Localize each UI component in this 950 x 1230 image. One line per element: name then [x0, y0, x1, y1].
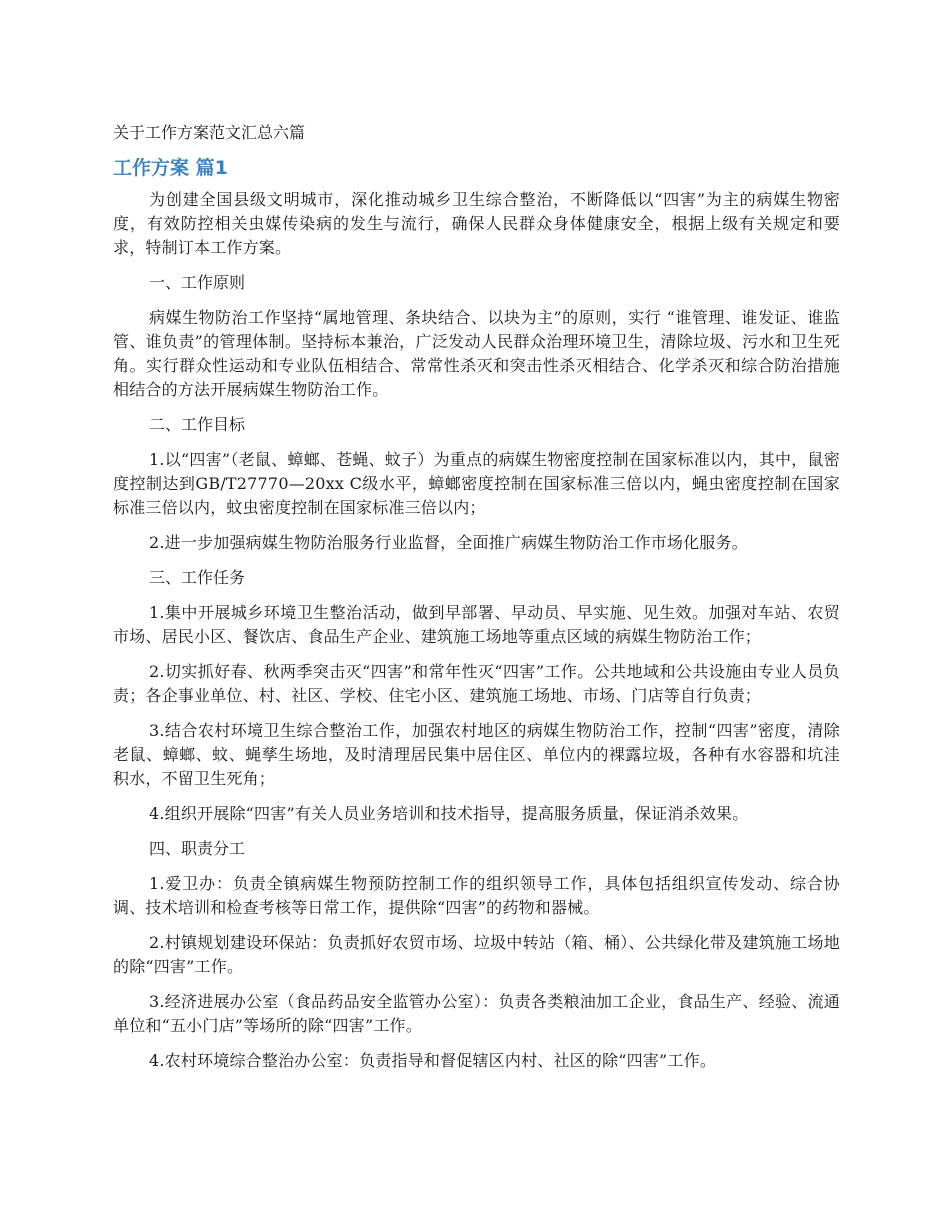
task-item-4: 4.组织开展除“四害”有关人员业务培训和技术指导，提高服务质量，保证消杀效果。: [149, 804, 749, 823]
document-page: [113, 120, 840, 1084]
duty-item-2: 2.村镇规划建设环保站：负责抓好农贸市场、垃圾中转站（箱、桶）、公共绿化带及建筑施工场地的除“四害”工作。: [113, 933, 840, 976]
task-item-1: 1.集中开展城乡环境卫生整治活动，做到早部署、早动员、早实施、见生效。加强对车站、农贸市场、居民小区、餐饮店、食品生产企业、建筑施工场地等重点区域的病媒生物防治工作；: [113, 603, 840, 646]
intro-paragraph: 为创建全国县级文明城市，深化推动城乡卫生综合整治，不断降低以“四害”为主的病媒生物密度，有效防控相关虫媒传染病的发生与流行，确保人民群众身体健康安全，根据上级有关规定和要求，特制订本工作方案。: [113, 190, 840, 257]
goal-item-1: 1.以“四害”（老鼠、蟑螂、苍蝇、蚊子）为重点的病媒生物密度控制在国家标准以内，其中，鼠密度控制达到GB/T27770—20xx C级水平，蟑螂密度控制在国家标准三倍以内，蝇虫密度控制在国家标准三倍以内，蚊虫密度控制在国家标准三倍以内；: [113, 450, 840, 517]
task-item-3: 3.结合农村环境卫生综合整治工作，加强农村地区的病媒生物防治工作，控制“四害”密度，清除老鼠、蟑螂、蚊、蝇孳生场地，及时清理居民集中居住区、单位内的裸露垃圾，各种有水容器和坑洼积水，不留卫生死角；: [113, 721, 840, 788]
duty-item-3: 3.经济进展办公室（食品药品安全监管办公室）：负责各类粮油加工企业，食品生产、经验、流通单位和“五小门店”等场所的除“四害”工作。: [113, 992, 840, 1035]
task-item-2: 2.切实抓好春、秋两季突击灭“四害”和常年性灭“四害”工作。公共地域和公共设施由专业人员负责；各企事业单位、村、社区、学校、住宅小区、建筑施工场地、市场、门店等自行负责；: [113, 662, 840, 705]
subheading-principles: 一、工作原则: [149, 273, 246, 292]
subheading-goals: 二、工作目标: [149, 415, 246, 434]
section-heading: 工作方案 篇1: [113, 157, 228, 179]
subheading-duties: 四、职责分工: [149, 839, 246, 858]
duty-item-1: 1.爱卫办：负责全镇病媒生物预防控制工作的组织领导工作，具体包括组织宣传发动、综合协调、技术培训和检查考核等日常工作，提供除“四害”的药物和器械。: [113, 874, 840, 917]
principles-paragraph: 病媒生物防治工作坚持“属地管理、条块结合、以块为主”的原则，实行 “谁管理、谁发证、谁监管、谁负责”的管理体制。坚持标本兼治，广泛发动人民群众治理环境卫生，清除垃圾、污水和卫生死角。实行群众性运动和专业队伍相结合、常常性杀灭和突击性杀灭相结合、化学杀灭和综合防治措施相结合的方法开展病媒生物防治工作。: [113, 308, 840, 399]
document-title: 关于工作方案范文汇总六篇: [113, 123, 306, 142]
goal-item-2: 2.进一步加强病媒生物防治服务行业监督，全面推广病媒生物防治工作市场化服务。: [149, 533, 748, 552]
duty-item-4: 4.农村环境综合整治办公室：负责指导和督促辖区内村、社区的除“四害”工作。: [149, 1051, 717, 1070]
subheading-tasks: 三、工作任务: [149, 568, 246, 587]
